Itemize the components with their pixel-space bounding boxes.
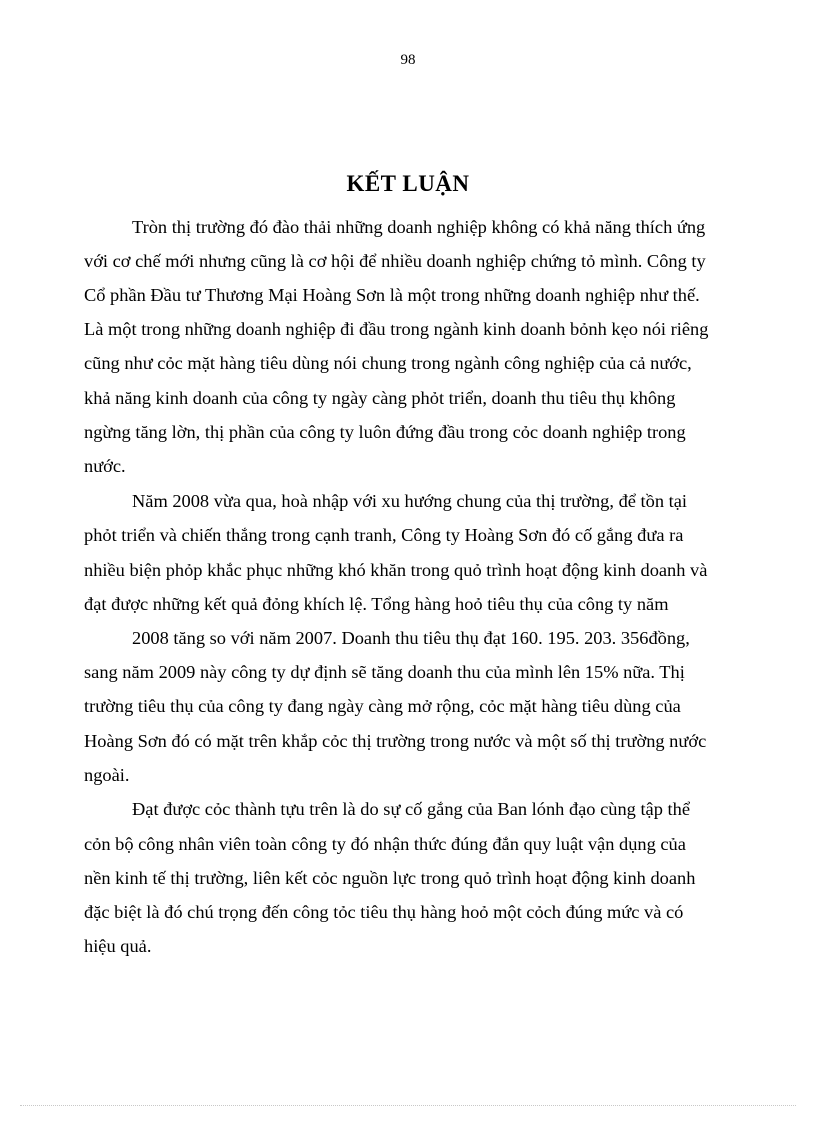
text-line: ngoài. xyxy=(84,765,130,785)
text-line: Cổ phần Đầu tư Thương Mại Hoàng Sơn là một trong những doanh nghiệp như thế. xyxy=(84,285,700,305)
text-line: khả năng kinh doanh của công ty ngày càng phỏt triển, doanh thu tiêu thụ không xyxy=(84,388,676,408)
text-line: hiệu quả. xyxy=(84,936,152,956)
text-line: sang năm 2009 này công ty dự định sẽ tăng doanh thu của mình lên 15% nữa. Thị xyxy=(84,662,685,682)
text-line: ngừng tăng lờn, thị phần của công ty luôn đứng đầu trong cỏc doanh nghiệp trong xyxy=(84,422,686,442)
text-line: nhiều biện phỏp khắc phục những khó khăn trong quỏ trình hoạt động kinh doanh và xyxy=(84,560,708,580)
text-line: Năm 2008 vừa qua, hoà nhập với xu hướng chung của thị trường, để tồn tại xyxy=(132,491,688,511)
text-line: với cơ chế mới nhưng cũng là cơ hội để nhiều doanh nghiệp chứng tỏ mình. Công ty xyxy=(84,251,706,271)
page-number: 98 xyxy=(400,52,416,68)
text-line: cũng như cỏc mặt hàng tiêu dùng nói chung trong ngành công nghiệp của cả nước, xyxy=(84,353,692,373)
text-line: 2008 tăng so với năm 2007. Doanh thu tiêu thụ đạt 160. 195. 203. 356đồng, xyxy=(132,628,690,648)
text-line: Là một trong những doanh nghiệp đi đầu trong ngành kinh doanh bỏnh kẹo nói riêng xyxy=(84,319,709,339)
text-line: đạt được những kết quả đỏng khích lệ. Tổng hàng hoỏ tiêu thụ của công ty năm xyxy=(84,594,669,614)
text-line: trường tiêu thụ của công ty đang ngày càng mở rộng, cỏc mặt hàng tiêu dùng của xyxy=(84,696,681,716)
text-line: Đạt được cỏc thành tựu trên là do sự cố gắng của Ban lónh đạo cùng tập thể xyxy=(132,799,690,819)
text-line: cỏn bộ công nhân viên toàn công ty đó nhận thức đúng đắn quy luật vận dụng của xyxy=(84,834,686,854)
footer-divider xyxy=(20,1105,796,1106)
text-line: Tròn thị trường đó đào thải những doanh nghiệp không có khả năng thích ứng xyxy=(132,217,706,237)
text-line: nền kinh tế thị trường, liên kết cỏc nguồn lực trong quỏ trình hoạt động kinh doanh xyxy=(84,868,696,888)
section-title: KẾT LUẬN xyxy=(346,171,470,196)
text-line: Hoàng Sơn đó có mặt trên khắp cỏc thị trường trong nước và một số thị trường nước xyxy=(84,731,707,751)
text-line: phỏt triển và chiến thắng trong cạnh tranh, Công ty Hoàng Sơn đó cố gắng đưa ra xyxy=(84,525,684,545)
text-line: nước. xyxy=(84,456,126,476)
text-line: đặc biệt là đó chú trọng đến công tỏc tiêu thụ hàng hoỏ một cỏch đúng mức và có xyxy=(84,902,684,922)
